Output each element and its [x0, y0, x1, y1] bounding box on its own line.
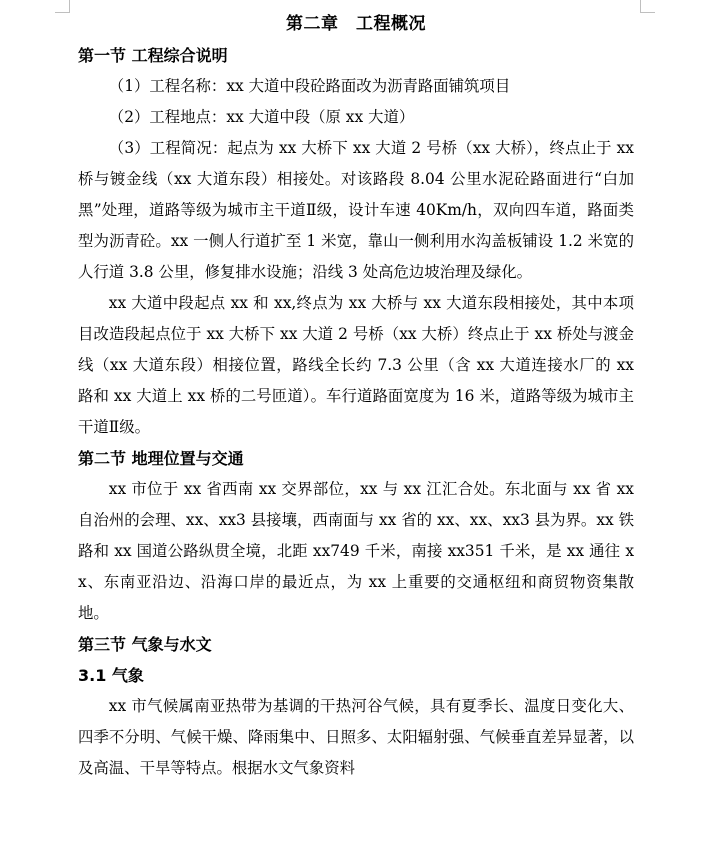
road-segment-paragraph: xx 大道中段起点 xx 和 xx,终点为 xx 大桥与 xx 大道东段相接处，其中本项目改造段起点位于 xx 大桥下 xx 大道 2 号桥（xx 大桥）终点止于 xx 桥处与渡金线（xx 大道东段）相接位置，路线全长约 7.3 公里（含 xx 大道连接水厂的 xx 路和 xx 大道上 xx 桥的二号匝道）。车行道路面宽度为 16 米，道路等级为城市主干道Ⅱ级。: [78, 294, 634, 436]
project-name-item: （1）工程名称：xx 大道中段砼路面改为沥青路面铺筑项目: [108, 77, 511, 95]
chapter-title: 第二章 工程概况: [286, 14, 426, 34]
project-location-item: （2）工程地点：xx 大道中段（原 xx 大道）: [108, 108, 415, 126]
document-body: [78, 8, 634, 784]
project-overview-paragraph: （3）工程简况：起点为 xx 大桥下 xx 大道 2 号桥（xx 大桥），终点止于 xx 桥与镀金线（xx 大道东段）相接处。对该路段 8.04 公里水泥砼路面进行“白加黑”处理，道路等级为城市主干道Ⅱ级，设计车速 40Km/h，双向四车道，路面类型为沥青砼。xx 一侧人行道扩至 1 米宽，靠山一侧利用水沟盖板铺设 1.2 米宽的人行道 3.8 公里，修复排水设施；沿线 3 处高危边坡治理及绿化。: [78, 139, 634, 281]
climate-paragraph: xx 市气候属南亚热带为基调的干热河谷气候，具有夏季长、温度日变化大、四季不分明、气候干燥、降雨集中、日照多、太阳辐射强、气候垂直差异显著，以及高温、干旱等特点。根据水文气象资料: [78, 697, 634, 777]
section-heading-2: 第二节 地理位置与交通: [78, 449, 244, 468]
geography-paragraph: xx 市位于 xx 省西南 xx 交界部位，xx 与 xx 江汇合处。东北面与 xx 省 xx 自治州的会理、xx、xx3 县接壤，西南面与 xx 省的 xx、xx、xx3 县为界。xx 铁路和 xx 国道公路纵贯全境，北距 xx749 千米，南接 xx351 千米，是 xx 通往 xx、东南亚沿边、沿海口岸的最近点，为 xx 上重要的交通枢纽和商贸物资集散地。: [78, 480, 634, 622]
subsection-heading-climate: 3.1 气象: [78, 666, 144, 685]
section-heading-3: 第三节 气象与水文: [78, 635, 212, 654]
crop-mark-top-left: [55, 0, 70, 13]
crop-mark-top-right: [640, 0, 655, 13]
section-heading-1: 第一节 工程综合说明: [78, 46, 228, 65]
